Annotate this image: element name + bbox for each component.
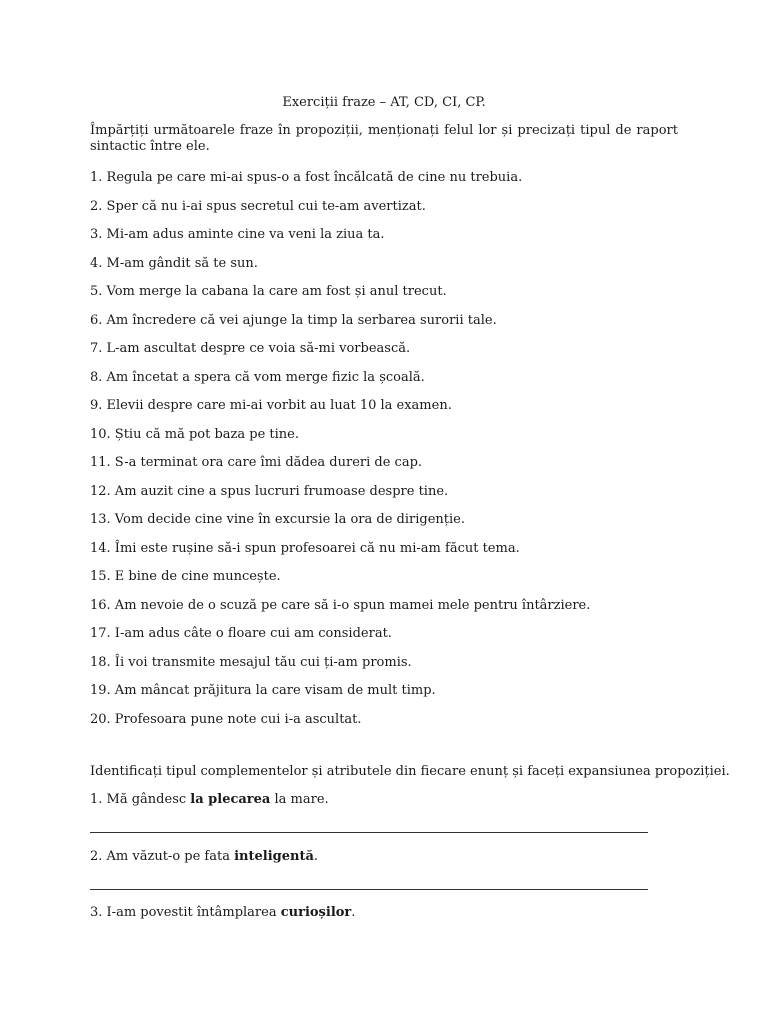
exercise-item: 4. M-am gândit să te sun. [90, 255, 258, 271]
question-text: 2. Am văzut-o pe fata [90, 849, 235, 864]
exercise-item: 12. Am auzit cine a spus lucruri frumoase despre tine. [90, 483, 449, 499]
exercise-item: 16. Am nevoie de o scuză pe care să i-o spun mamei mele pentru întârziere. [90, 597, 591, 613]
question-highlight: la plecarea [190, 792, 271, 807]
exercise-item: 15. E bine de cine muncește. [90, 569, 281, 584]
question-item [90, 792, 329, 808]
question-text: . [313, 849, 319, 864]
exercise-item: 11. S-a terminat ora care îmi dădea dureri de cap. [90, 455, 423, 470]
exercise-item: 2. Sper că nu i-ai spus secretul cui te-am avertizat. [90, 198, 426, 214]
task2-instructions: Identificați tipul complementelor și atributele din fiecare enunț și faceți expansiunea propoziției. [90, 764, 730, 779]
question-text: 1. Mă gândesc [90, 792, 191, 807]
question-text: 3. I-am povestit întâmplarea [90, 905, 281, 920]
question-item [90, 905, 355, 921]
exercise-item: 19. Am mâncat prăjitura la care visam de mult timp. [90, 683, 436, 698]
exercise-item: 7. L-am ascultat despre ce voia să-mi vorbească. [90, 341, 411, 356]
exercise-item: 20. Profesoara pune note cui i-a ascultat. [90, 711, 362, 727]
question-text: . [351, 905, 356, 920]
exercise-item: 17. I-am adus câte o floare cui am considerat. [90, 626, 392, 641]
exercise-item: 13. Vom decide cine vine în excursie la ora de dirigenție. [90, 512, 465, 527]
answer-line[interactable] [90, 832, 648, 833]
exercise-item: 14. Îmi este rușine să-i spun profesoarei că nu mi-am făcut tema. [90, 540, 520, 556]
exercise-item: 9. Elevii despre care mi-ai vorbit au luat 10 la examen. [90, 398, 452, 413]
question-item [90, 849, 318, 865]
task1-instructions: Împărțiți următoarele fraze în propoziții, menționați felul lor și precizați tipul de raport sintactic între ele. [90, 123, 678, 154]
exercise-item: 6. Am încredere că vei ajunge la timp la serbarea surorii tale. [90, 312, 497, 328]
exercise-item: 5. Vom merge la cabana la care am fost și anul trecut. [90, 284, 447, 299]
question-text: la mare. [270, 792, 329, 807]
question-highlight: curioșilor [280, 905, 352, 920]
question-highlight: inteligentă [234, 849, 314, 864]
exercise-item: 18. Îi voi transmite mesajul tău cui ți-am promis. [90, 654, 412, 670]
exercise-item: 10. Știu că mă pot baza pe tine. [90, 426, 300, 442]
exercise-item: 8. Am încetat a spera că vom merge fizic la școală. [90, 369, 425, 385]
exercise-item: 3. Mi-am adus aminte cine va veni la ziua ta. [90, 227, 385, 242]
answer-line[interactable] [90, 889, 648, 890]
exercise-item: 1. Regula pe care mi-ai spus-o a fost încălcată de cine nu trebuia. [90, 170, 523, 185]
document-title: Exerciții fraze – AT, CD, CI, CP. [282, 95, 486, 110]
